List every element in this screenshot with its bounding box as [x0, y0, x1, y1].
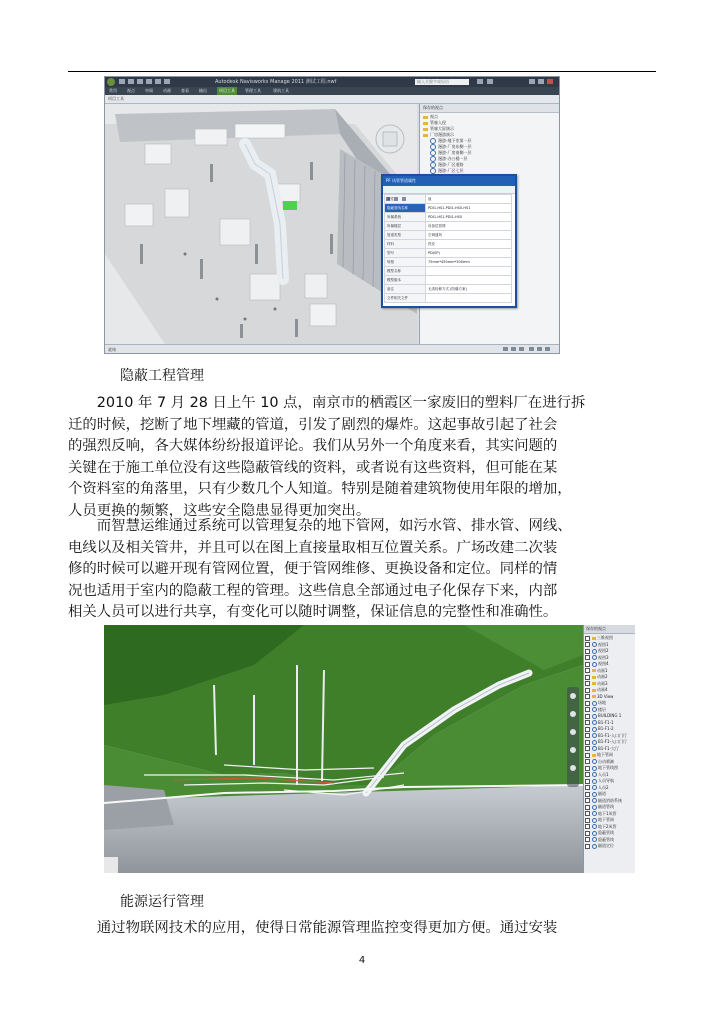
checkbox[interactable] [585, 714, 590, 719]
property-row[interactable] [385, 267, 512, 276]
checkbox[interactable] [585, 707, 590, 712]
property-value: PDI1-HS1-PDI1-HS0 [426, 213, 512, 222]
viewpoint-icon [592, 655, 597, 660]
viewpoint-icon [592, 772, 597, 777]
list-item-label: 地下管网 [597, 752, 613, 757]
pipe-properties-dialog [381, 174, 517, 308]
viewpoint-icon [592, 649, 597, 654]
list-item-label: 隧道消防系统 [598, 797, 622, 803]
tree-item-label: 管廊入侵 [430, 120, 446, 125]
look-icon[interactable] [570, 765, 576, 771]
property-key: 材料 [385, 240, 426, 249]
property-key: 管道类型 [385, 231, 426, 240]
text-line: 而智慧运维通过系统可以管理复杂的地下管网，如污水管、排水管、网线、 [68, 518, 572, 534]
building-model-render [105, 104, 417, 344]
memory-icon [537, 347, 542, 351]
redo-icon[interactable] [164, 79, 170, 84]
list-item-label: 楼层 [598, 706, 606, 712]
open-file-icon[interactable] [128, 79, 134, 84]
text-line: 2010 年 7 月 28 日上午 10 点，南京市的栖霞区一家废旧的塑料厂在进行拆 [68, 395, 586, 411]
list-item-label: BUILDING 1 [598, 713, 622, 718]
viewpoint-icon [592, 805, 597, 810]
viewpoint-icon [592, 837, 597, 842]
tab-building-tools[interactable]: 建筑工具 [273, 88, 289, 93]
maximize-icon[interactable] [538, 79, 544, 84]
property-row[interactable] [385, 222, 512, 231]
property-value: PDI1-HS1-PDI1-HS0-HS1 [426, 204, 512, 213]
property-value [426, 276, 512, 285]
property-value: 空调通风 [426, 231, 512, 240]
pan-icon[interactable] [570, 711, 576, 717]
checkbox[interactable] [585, 779, 590, 784]
ribbon-panel [105, 95, 559, 104]
search-icon[interactable] [477, 79, 483, 84]
viewpoint-icon [592, 844, 597, 849]
property-row[interactable] [385, 294, 512, 303]
list-item-label: 人员2 [598, 784, 609, 790]
page-number: 4 [358, 955, 366, 966]
folder-icon [423, 128, 428, 131]
undo-icon[interactable] [155, 79, 161, 84]
checkbox[interactable] [585, 701, 590, 706]
new-file-icon[interactable] [119, 79, 125, 84]
checkbox[interactable] [585, 792, 590, 797]
tab-animation[interactable]: 动画 [163, 88, 171, 93]
tree-item-label: 漫游-厂区七层 [438, 168, 464, 173]
checkbox[interactable] [585, 694, 590, 699]
property-value [426, 294, 512, 303]
property-key: 属性 [385, 195, 426, 204]
list-item-label: 动画3 [597, 680, 608, 686]
status-bar [105, 344, 559, 354]
property-value: 铁皮 [426, 240, 512, 249]
checkbox[interactable] [585, 798, 590, 803]
checkbox[interactable] [585, 655, 590, 660]
text-line: 的强烈反响，各大媒体纷纷报道评论。我们从另外一个角度来看，其实问题的 [68, 438, 558, 455]
ribbon-panel-label: 项目工具 [108, 96, 124, 101]
3d-viewport[interactable] [105, 104, 417, 344]
sheet-browser-icon[interactable] [503, 347, 508, 351]
minimize-icon[interactable] [529, 79, 535, 84]
next-sheet-icon[interactable] [519, 347, 524, 351]
property-value: 无须检修方式 (防爆方案) [426, 285, 512, 294]
folder-icon [592, 637, 596, 640]
tab-item-tools[interactable]: 项目工具 [219, 88, 235, 93]
checkbox[interactable] [585, 831, 590, 836]
checkbox[interactable] [585, 824, 590, 829]
property-row[interactable] [385, 204, 512, 213]
viewpoint-icon [592, 831, 597, 836]
text-line: 修的时候可以避开现有管网位置，便于管网维修、更换设备和定位。同样的情 [68, 561, 558, 578]
checkbox[interactable] [585, 662, 590, 667]
property-row[interactable] [385, 213, 512, 222]
list-item-label: 隧道定位 [598, 843, 614, 848]
tree-item-label: 管廊大屏演示 [430, 126, 454, 131]
text-line: 通过物联网技术的应用，使得日常能源管理监控变得更加方便。通过安装 [68, 920, 558, 936]
list-item-label: 动画4 [597, 687, 608, 692]
navigation-bar [567, 687, 579, 787]
checkbox[interactable] [585, 740, 590, 745]
panel-title: 保存的视点 [420, 104, 560, 113]
text-line: 关键在于施工单位没有这些隐蔽管线的资料，或者说有这些资料，但可能在某 [68, 459, 558, 476]
list-item-label: B1-F1-1 [598, 719, 614, 725]
saved-viewpoints-panel [583, 625, 635, 873]
viewpoint-icon [592, 792, 597, 797]
checkbox[interactable] [585, 811, 590, 816]
text-line: 人员更换的频繁，这些安全隐患显得更加突出。 [68, 502, 371, 519]
list-item-label: 隐蔽管线 [598, 830, 614, 835]
property-key: 所属系统 [385, 213, 426, 222]
list-item-label: 隐蔽管线 [598, 836, 614, 842]
folder-icon [592, 754, 596, 757]
checkbox[interactable] [585, 805, 590, 810]
property-row[interactable] [385, 231, 512, 240]
checkbox[interactable] [585, 785, 590, 790]
viewpoint-icon [592, 824, 597, 829]
list-item-label: 人员1 [598, 771, 609, 777]
checkbox[interactable] [585, 675, 590, 680]
list-item-label: 动画2 [597, 674, 608, 679]
text-line: 况也适用于室内的隐蔽工程的管理。这些信息全部通过电子化保存下来，内部 [68, 582, 558, 599]
folder-icon [592, 676, 596, 679]
list-item-label: B1-F1-入口门厅 [598, 732, 628, 738]
list-item-label: 人员导航 [598, 778, 614, 783]
save-icon[interactable] [137, 79, 143, 84]
folder-icon [423, 122, 428, 125]
viewpoint-tree [420, 113, 560, 174]
list-item-label: 视图2 [598, 648, 609, 653]
checkbox[interactable] [585, 681, 590, 686]
list-item-label: 隧道管线 [598, 804, 614, 809]
property-key: 型号 [385, 249, 426, 258]
folder-icon [592, 669, 596, 672]
help-icon[interactable] [487, 79, 493, 84]
tree-item-label: 漫游-厂区道路 [438, 162, 464, 167]
text-line: 电线以及相关管井，并且可以在图上直接量取相互位置关系。广场改建二次装 [68, 539, 558, 556]
navisworks-screenshot [104, 76, 560, 354]
list-item-label: 3D View [597, 693, 614, 699]
list-item-label: 视图4 [598, 661, 609, 666]
window-title: Autodesk Navisworks Manage 2011 测试工程.nwf [215, 79, 337, 85]
disk-icon [545, 347, 550, 351]
property-table [384, 194, 512, 303]
property-value [426, 267, 512, 276]
list-item-label: B1-F1-入口门厅 [598, 739, 628, 744]
orbit-icon[interactable] [570, 747, 576, 753]
paragraph-1 [68, 393, 634, 523]
tree-item-label: 漫游-厂房南侧一层 [438, 150, 472, 155]
paragraph-2 [68, 516, 634, 624]
tab-viewpoint[interactable]: 视点 [127, 88, 135, 93]
viewpoint-icon [592, 707, 597, 712]
pipe-network-render [104, 625, 635, 873]
text-line: 个资料室的角落里，只有少数几个人知道。特别是随着建筑物使用年限的增加， [68, 481, 572, 498]
viewpoint-icon [592, 798, 597, 803]
folder-icon [592, 682, 596, 685]
tab-review[interactable]: 审阅 [145, 88, 153, 93]
checkbox[interactable] [585, 688, 590, 693]
viewpoint-icon [592, 746, 597, 751]
viewpoint-icon [592, 818, 597, 823]
section-heading-concealed-works: 隐蔽工程管理 [120, 368, 204, 384]
app-logo-icon[interactable] [107, 78, 115, 86]
ribbon-tabs [105, 87, 559, 95]
paragraph-3 [68, 918, 634, 940]
property-row[interactable] [385, 258, 512, 267]
section-heading-energy-operation: 能源运行管理 [120, 894, 204, 910]
panel-title: 保存的视点 [584, 625, 635, 634]
checkbox[interactable] [585, 837, 590, 842]
viewpoint-icon [592, 759, 597, 764]
property-row[interactable] [385, 285, 512, 294]
list-item-label: 地下2风管 [598, 823, 617, 829]
property-key: 备注 [385, 285, 426, 294]
checkbox[interactable] [585, 766, 590, 771]
property-row[interactable] [385, 276, 512, 285]
help-search-input[interactable]: 输入关键字或短语 [415, 79, 469, 85]
header-rule [68, 71, 656, 72]
list-item-label: 地下管网 [598, 817, 614, 822]
list-item-label: 隧道 [598, 791, 606, 796]
viewpoint-icon [592, 642, 597, 647]
performance-icon [529, 347, 534, 351]
list-item-label: 场地 [598, 700, 606, 705]
property-key: 隐蔽管线名称 [385, 204, 426, 213]
checkbox[interactable] [585, 772, 590, 777]
viewpoint-icon [592, 701, 597, 706]
close-icon[interactable] [547, 79, 553, 84]
dialog-toolbar [383, 186, 515, 194]
list-item[interactable] [584, 843, 635, 850]
property-key: 模型版本 [385, 276, 426, 285]
tree-item-label: 厂房漫游演示 [430, 132, 454, 137]
viewpoint-icon [592, 714, 597, 719]
list-item-label: 地下管线图 [598, 765, 618, 770]
text-line: 迁的时候，挖断了地下埋藏的管道，引发了剧烈的爆炸。这起事故引起了社会 [68, 416, 558, 433]
property-key: 文件相关文件 [385, 294, 426, 303]
list-item-label: 视图1 [598, 641, 609, 647]
property-key: 规格 [385, 258, 426, 267]
list-item-label: 地下1风管 [598, 810, 617, 816]
tab-view[interactable]: 查看 [181, 88, 189, 93]
folder-icon [592, 689, 596, 692]
property-key: 所属楼层 [385, 222, 426, 231]
list-item-label: B1-F1-2 [598, 726, 614, 731]
property-value: 设备层管网 [426, 222, 512, 231]
tab-home[interactable]: 常用 [109, 88, 117, 93]
tab-output[interactable]: 输出 [199, 88, 207, 93]
tab-manage-tools[interactable]: 管理工具 [245, 88, 261, 93]
previous-sheet-icon[interactable] [511, 347, 516, 351]
checkbox[interactable] [585, 746, 590, 751]
print-icon[interactable] [146, 79, 152, 84]
checkbox[interactable] [585, 753, 590, 758]
checkbox[interactable] [585, 727, 590, 732]
viewpoint-icon [592, 740, 597, 745]
viewpoint-icon [592, 733, 597, 738]
checkbox[interactable] [585, 668, 590, 673]
property-value: 值 [426, 195, 512, 204]
dialog-title: PF 风管管道属性 [383, 176, 515, 186]
list-item-label: 视图3 [598, 654, 609, 660]
checkbox[interactable] [585, 642, 590, 647]
viewpoint-icon [592, 811, 597, 816]
viewpoint-list [584, 634, 635, 850]
tree-item-label: 漫游-办公楼一层 [438, 156, 468, 161]
underground-pipe-screenshot [104, 625, 635, 873]
viewpoint-icon [592, 727, 597, 732]
checkbox[interactable] [585, 818, 590, 823]
viewpoint-icon [592, 779, 597, 784]
list-item-label: B1-F1-大厅 [598, 745, 620, 751]
title-bar [105, 77, 559, 87]
property-value: 75mm*450mm*300mm [426, 258, 512, 267]
checkbox[interactable] [585, 649, 590, 654]
viewpoint-icon [592, 720, 597, 725]
status-text: 就绪 [108, 347, 116, 352]
property-key: 模型名称 [385, 267, 426, 276]
list-item-label: 三维视图 [597, 635, 613, 640]
tree-item-label: 漫游-厂房东侧一层 [438, 144, 472, 149]
forward-icon[interactable] [394, 197, 398, 201]
folder-icon [423, 134, 428, 137]
folder-icon [423, 116, 428, 119]
zoom-icon[interactable] [570, 729, 576, 735]
checkbox[interactable] [585, 636, 590, 641]
list-item-label: 自动喷淋 [598, 758, 614, 764]
property-row[interactable] [385, 249, 512, 258]
list-item-label: 动画1 [597, 667, 608, 673]
checkbox[interactable] [585, 844, 590, 849]
text-line: 相关人员可以进行共享，有变化可以随时调整，保证信息的完整性和准确性。 [68, 604, 558, 621]
folder-icon [592, 695, 596, 698]
viewpoint-icon [592, 785, 597, 790]
checkbox[interactable] [585, 720, 590, 725]
tree-item-label: 视点 [430, 114, 438, 119]
property-value: PD(0P) [426, 249, 512, 258]
steering-wheel-icon[interactable] [570, 693, 576, 699]
viewpoint-icon [592, 766, 597, 771]
edit-icon[interactable] [402, 197, 406, 201]
viewpoint-icon [592, 662, 597, 667]
checkbox[interactable] [585, 733, 590, 738]
checkbox[interactable] [585, 759, 590, 764]
property-row[interactable] [385, 240, 512, 249]
tree-item-label: 漫游-地下室第一层 [438, 138, 472, 143]
